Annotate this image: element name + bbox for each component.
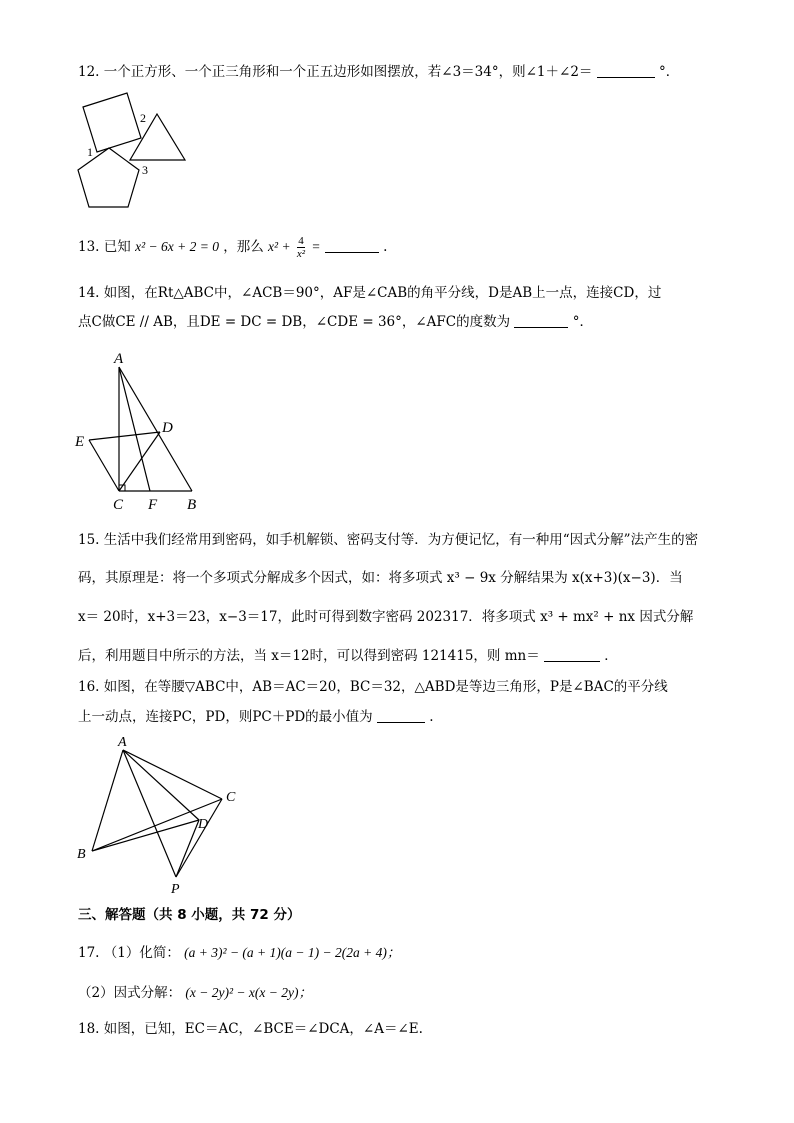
- question-17-part-1: [78, 943, 400, 963]
- question-number: 17.: [78, 945, 100, 961]
- vertex-label-A: A: [118, 735, 127, 750]
- question-number: 15.: [78, 532, 100, 548]
- vertex-label-A: A: [114, 351, 124, 367]
- answer-blank: [514, 313, 568, 328]
- question-tail: °．: [659, 64, 680, 80]
- question-14-line-2: [78, 312, 593, 332]
- fraction-numerator: 4: [298, 235, 304, 247]
- question-text: 如图，在Rt△ABC中，∠ACB＝90°，AF是∠CAB的角平分线，D是AB上一点，连接CD，过: [103, 285, 662, 301]
- expression-equals: =: [311, 239, 321, 254]
- triangle-shape: [130, 114, 185, 160]
- question-15-line-1: [78, 530, 698, 550]
- question-tail: .: [383, 239, 388, 255]
- expression-start: x² +: [268, 239, 291, 254]
- question-18: [78, 1019, 423, 1039]
- question-text: 如图，在等腰▽ABC中，AB＝AC＝20，BC＝32，△ABD是等边三角形，P是∠BAC的平分线: [103, 679, 668, 695]
- vertex-label-P: P: [171, 882, 180, 897]
- part-label: （2）因式分解：: [78, 985, 182, 1001]
- vertex-label-E: E: [75, 434, 85, 450]
- answer-blank: [597, 63, 655, 78]
- question-16-line-1: [78, 677, 668, 697]
- angle-label-1: 1: [87, 145, 93, 159]
- angle-label-2: 2: [140, 111, 146, 125]
- question-text: 已知: [103, 239, 131, 255]
- question-17-part-2: [78, 983, 312, 1003]
- vertex-label-D: D: [198, 817, 209, 832]
- question-text: 一个正方形、一个正三角形和一个正五边形如图摆放，若∠3＝34°，则∠1＋∠2＝: [103, 64, 593, 80]
- question-12: [78, 62, 679, 82]
- figure-q16-triangles: [70, 732, 250, 902]
- fraction-denominator: x²: [296, 248, 306, 260]
- fraction: [297, 235, 305, 260]
- figure-q14-triangle: [72, 345, 212, 515]
- expression: (a + 3)² − (a + 1)(a − 1) − 2(2a + 4)；: [184, 945, 401, 960]
- vertex-label-D: D: [162, 420, 173, 436]
- question-number: 16.: [78, 679, 100, 695]
- question-15-line-2: [78, 568, 683, 588]
- question-text: 点C做CE // AB，且DE = DC = DB，∠CDE = 36°，∠AFC的度数为: [78, 314, 511, 330]
- square-shape: [83, 93, 141, 152]
- question-text: 生活中我们经常用到密码，如手机解锁、密码支付等．为方便记忆，有一种用“因式分解”法产生的密: [103, 532, 699, 548]
- question-number: 18.: [78, 1021, 100, 1037]
- question-15-line-3: [78, 607, 693, 627]
- question-number: 12.: [78, 64, 100, 80]
- question-text: 如图，已知，EC＝AC，∠BCE＝∠DCA，∠A＝∠E.: [103, 1021, 423, 1037]
- vertex-label-C: C: [226, 790, 236, 805]
- answer-blank: [325, 238, 379, 253]
- section-heading: 三、解答题（共 8 小题，共 72 分）: [78, 907, 301, 923]
- question-text: 上一动点，连接PC，PD，则PC＋PD的最小值为: [78, 709, 373, 725]
- equation: x² − 6x + 2 = 0: [135, 239, 219, 254]
- vertex-label-F: F: [148, 497, 158, 513]
- question-14-line-1: [78, 283, 661, 303]
- part-label: （1）化简：: [103, 945, 180, 961]
- question-13: [78, 235, 387, 265]
- vertex-label-B: B: [187, 497, 197, 513]
- question-16-line-2: [78, 707, 434, 727]
- figure-q12-shapes: [75, 88, 195, 213]
- question-text: x＝ 20时，x+3＝23，x−3＝17，此时可得到数字密码 202317．将多项式 x³ + mx² + nx 因式分解: [78, 609, 694, 625]
- question-15-line-4: [78, 646, 618, 666]
- vertex-label-B: B: [77, 847, 86, 862]
- answer-blank: [377, 708, 425, 723]
- answer-blank: [544, 647, 600, 662]
- expression: (x − 2y)² − x(x − 2y)；: [185, 985, 312, 1000]
- question-number: 14.: [78, 285, 100, 301]
- question-text: 后，利用题目中所示的方法，当 x＝12时，可以得到密码 121415，则 mn＝: [78, 648, 540, 664]
- question-tail: °．: [572, 314, 593, 330]
- question-text-2: ，那么: [223, 239, 264, 255]
- question-text: 码，其原理是：将一个多项式分解成多个因式，如：将多项式 x³ − 9x 分解结果为 x(x+3)(x−3)．当: [78, 570, 683, 586]
- question-number: 13.: [78, 239, 100, 255]
- question-tail: ．: [604, 648, 618, 664]
- question-tail: .: [429, 709, 434, 725]
- angle-label-3: 3: [142, 163, 148, 177]
- vertex-label-C: C: [113, 497, 124, 513]
